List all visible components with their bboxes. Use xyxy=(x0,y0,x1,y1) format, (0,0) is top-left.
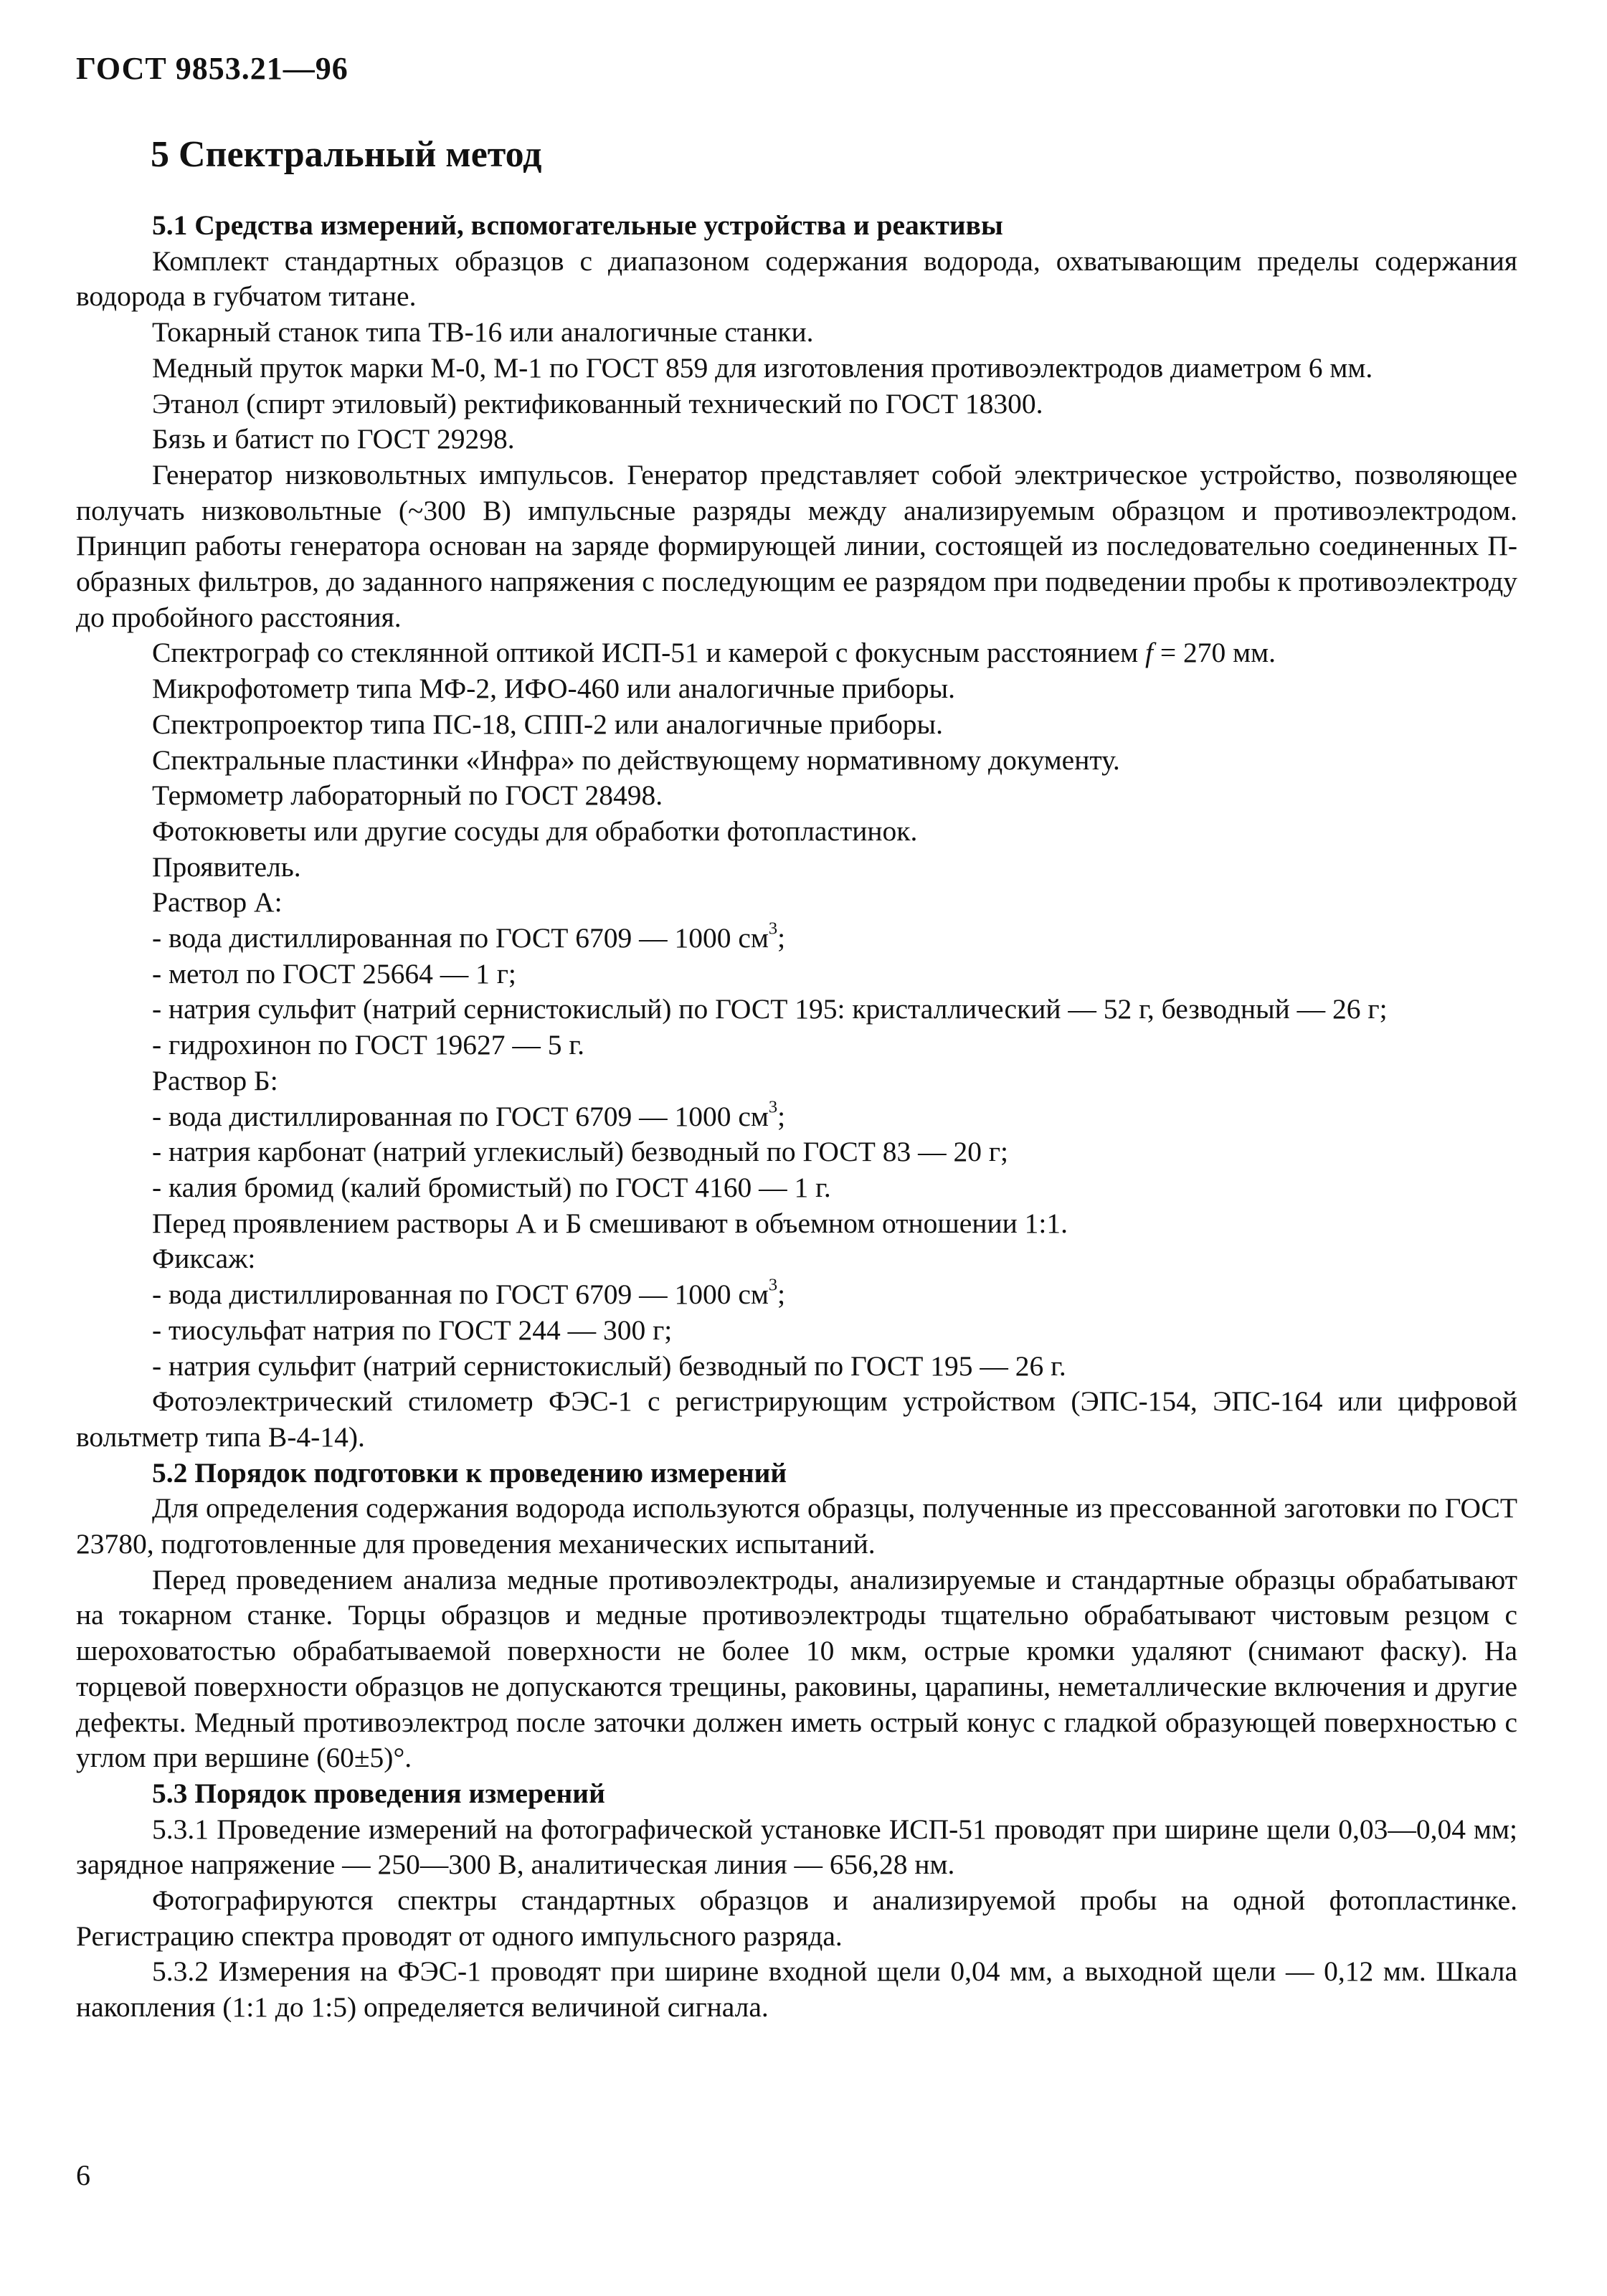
list-title: Раствор Б: xyxy=(152,1064,278,1096)
superscript: 3 xyxy=(768,1097,778,1117)
paragraph: Комплект стандартных образцов с диапазоном содержания водорода, охватывающим пределы содержания водорода в губчатом титане. xyxy=(76,245,1517,313)
paragraph: 5.3.1 Проведение измерений на фотографической установке ИСП-51 проводят при ширине щели 0,03—0,04 мм; зарядное напряжение — 250—300 В, аналитическая линия — 656,28 нм. xyxy=(76,1813,1517,1881)
paragraph: Перед проявлением растворы А и Б смешивают в объемном отношении 1:1. xyxy=(152,1207,1068,1239)
list-title: Фиксаж: xyxy=(152,1243,256,1275)
subsection-heading-5-3: 5.3 Порядок проведения измерений xyxy=(152,1777,605,1809)
paragraph: Микрофотометр типа МФ-2, ИФО-460 или аналогичные приборы. xyxy=(152,673,956,705)
list-title: Раствор А: xyxy=(152,886,283,919)
text-span: - вода дистиллированная по ГОСТ 6709 — 1000 см xyxy=(152,922,769,954)
section-title: 5 Спектральный метод xyxy=(151,134,542,175)
document-body xyxy=(76,208,1517,2026)
text-span: ; xyxy=(777,922,786,954)
list-item: - гидрохинон по ГОСТ 19627 — 5 г. xyxy=(152,1029,584,1061)
paragraph: 5.3.2 Измерения на ФЭС-1 проводят при ширине входной щели 0,04 мм, а выходной щели — 0,12 мм. Шкала накопления (1:1 до 1:5) определяется величиной сигнала. xyxy=(76,1955,1517,2024)
paragraph: Токарный станок типа ТВ-16 или аналогичные станки. xyxy=(152,316,814,348)
list-item xyxy=(76,1277,1517,1313)
list-item: - тиосульфат натрия по ГОСТ 244 — 300 г; xyxy=(152,1314,673,1346)
paragraph: Фотокюветы или другие сосуды для обработки фотопластинок. xyxy=(152,815,918,847)
paragraph: Термометр лабораторный по ГОСТ 28498. xyxy=(152,779,663,812)
paragraph xyxy=(76,635,1517,671)
text-span: = 270 мм. xyxy=(1152,637,1276,669)
subsection-heading-5-1: 5.1 Средства измерений, вспомогательные устройства и реактивы xyxy=(152,209,1003,241)
list-item: - калия бромид (калий бромистый) по ГОСТ 4160 — 1 г. xyxy=(152,1171,831,1203)
list-item xyxy=(76,1099,1517,1135)
paragraph: Фотографируются спектры стандартных образцов и анализируемой пробы на одной фотопластинке. Регистрацию спектра проводят от одного импульсного разряда. xyxy=(76,1884,1517,1952)
text-span: ; xyxy=(777,1100,786,1132)
text-span: ; xyxy=(777,1279,786,1311)
paragraph: Бязь и батист по ГОСТ 29298. xyxy=(152,423,515,455)
paragraph: Проявитель. xyxy=(152,850,301,883)
document-header: ГОСТ 9853.21—96 xyxy=(76,51,349,86)
paragraph: Генератор низковольтных импульсов. Генератор представляет собой электрическое устройство, позволяющее получать низковольтные (~300 В) импульсные разряды между анализируемым образцом и противоэлектродом. Принцип работы генератора основан на заряде формирующей линии, состоящей из последовательно соединенных П-образных фильтров, до заданного напряжения с последующим ее разрядом при подведении пробы к противоэлектроду до пробойного расстояния. xyxy=(76,458,1517,633)
superscript: 3 xyxy=(768,919,778,939)
paragraph: Фотоэлектрический стилометр ФЭС-1 с регистрирующим устройством (ЭПС-154, ЭПС-164 или цифровой вольтметр типа В-4-14). xyxy=(76,1385,1517,1453)
list-item xyxy=(76,921,1517,957)
paragraph: Медный пруток марки М-0, М-1 по ГОСТ 859 для изготовления противоэлектродов диаметром 6 мм. xyxy=(152,351,1373,384)
paragraph: Спектральные пластинки «Инфра» по действующему нормативному документу. xyxy=(152,744,1120,776)
text-span: Спектрограф со стеклянной оптикой ИСП-51 и камерой с фокусным расстоянием xyxy=(152,637,1145,669)
text-span: - вода дистиллированная по ГОСТ 6709 — 1000 см xyxy=(152,1279,769,1311)
list-item: - натрия карбонат (натрий углекислый) безводный по ГОСТ 83 — 20 г; xyxy=(152,1136,1009,1168)
paragraph: Перед проведением анализа медные противоэлектроды, анализируемые и стандартные образцы обрабатывают на токарном станке. Торцы образцов и медные противоэлектроды тщательно обрабатывают чистовым резцом с шероховатостью обрабатываемой поверхности не более 10 мкм, острые кромки удаляют (снимают фаску). На торцевой поверхности образцов не допускаются трещины, раковины, царапины, неметаллические включения и другие дефекты. Медный противоэлектрод после заточки должен иметь острый конус с гладкой образующей поверхностью с углом при вершине (60±5)°. xyxy=(76,1563,1517,1774)
paragraph: Этанол (спирт этиловый) ректификованный технический по ГОСТ 18300. xyxy=(152,387,1043,419)
list-item: - натрия сульфит (натрий сернистокислый) по ГОСТ 195: кристаллический — 52 г, безводный — 26 г; xyxy=(152,993,1388,1025)
superscript: 3 xyxy=(768,1275,778,1295)
list-item: - натрия сульфит (натрий сернистокислый) безводный по ГОСТ 195 — 26 г. xyxy=(152,1349,1066,1382)
list-item: - метол по ГОСТ 25664 — 1 г; xyxy=(152,957,516,990)
subsection-heading-5-2: 5.2 Порядок подготовки к проведению измерений xyxy=(152,1456,787,1489)
focal-symbol: f xyxy=(1144,637,1153,669)
text-span: - вода дистиллированная по ГОСТ 6709 — 1000 см xyxy=(152,1100,769,1132)
paragraph: Для определения содержания водорода используются образцы, полученные из прессованной заготовки по ГОСТ 23780, подготовленные для проведения механических испытаний. xyxy=(76,1492,1517,1560)
paragraph: Спектропроектор типа ПС-18, СПП-2 или аналогичные приборы. xyxy=(152,708,943,740)
page-number: 6 xyxy=(76,2159,90,2191)
